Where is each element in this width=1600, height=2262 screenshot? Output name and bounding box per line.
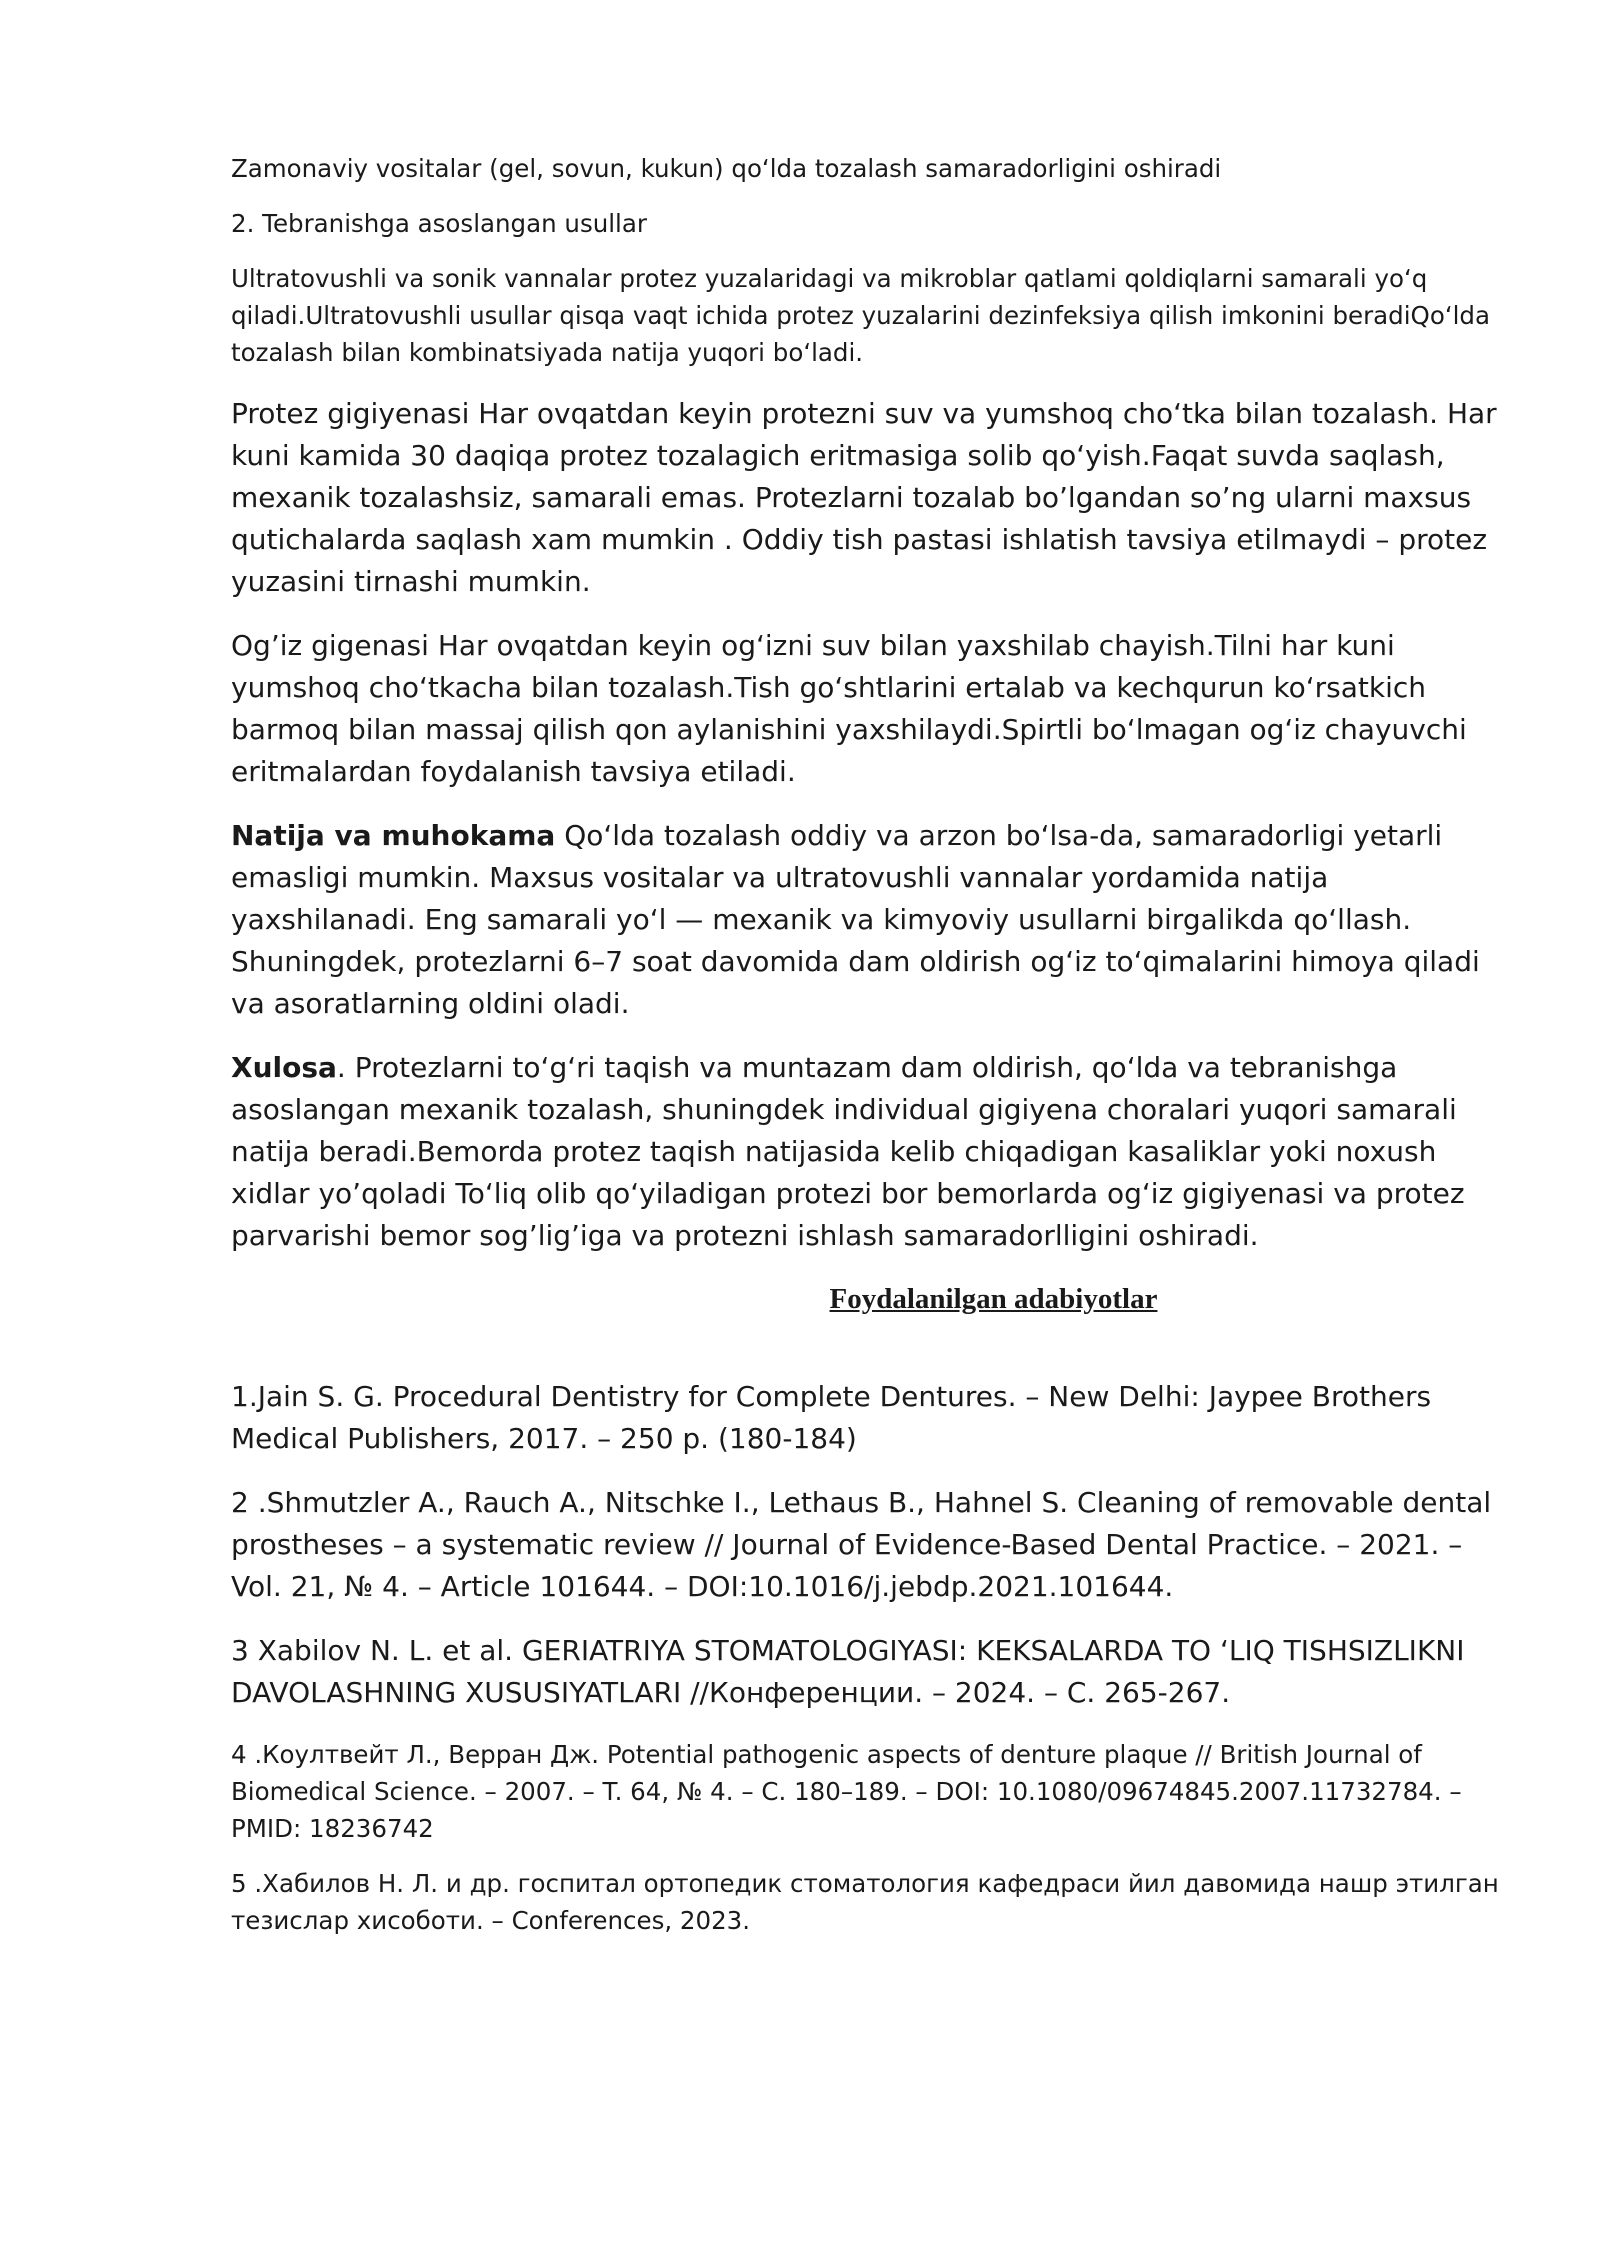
paragraph-ultrasonic: Ultratovushli va sonik vannalar protez yuzalaridagi va mikroblar qatlami qoldiqlarni samarali yo‘q qiladi.Ultratovushli usullar qisqa vaqt ichida protez yuzalarini dezinfeksiya qilish imkonini beradiQo‘lda tozalash bilan kombinatsiyada natija yuqori bo‘ladi. [231,264,1490,367]
reference-item-3: 3 Xabilov N. L. et al. GERIATRIYA STOMATOLOGIYASI: KEKSALARDA TO ‘LIQ TISHSIZLIKNI DAVOLASHNING XUSUSIYATLARI //Конференции. – 2024. – С. 265-267. [231,1634,1465,1709]
document-page [231,150,1501,1939]
section-heading-vibration: 2. Tebranishga asoslangan usullar [231,209,647,238]
conclusion-heading: Xulosa [231,1051,337,1084]
reference-item-5: 5 .Хабилов Н. Л. и др. госпитал ортопедик стоматология кафедраси йил давомида нашр этилган тезислар хисоботи. – Conferences, 2023. [231,1869,1499,1935]
reference-item-1: 1.Jain S. G. Procedural Dentistry for Complete Dentures. – New Delhi: Jaypee Brothers Medical Publishers, 2017. – 250 p. (180-184) [231,1380,1432,1455]
paragraph-conclusion [231,1047,1501,1257]
discussion-text: Qo‘lda tozalash oddiy va arzon bo‘lsa-da, samaradorligi yetarli emasligi mumkin. Maxsus vositalar va ultratovushli vannalar yordamida natija yaxshilanadi. Eng samarali yo‘l — mexanik va kimyoviy usullarni birgalikda qo‘llash. Shuningdek, protezlarni 6–7 soat davomida dam oldirish og‘iz to‘qimalarini himoya qiladi va asoratlarning oldini oladi. [231,819,1480,1020]
paragraph-denture-hygiene: Protez gigiyenasi Har ovqatdan keyin protezni suv va yumshoq cho‘tka bilan tozalash. Har kuni kamida 30 daqiqa protez tozalagich eritmasiga solib qo‘yish.Faqat suvda saqlash, mexanik tozalashsiz, samarali emas. Protezlarni tozalab bo’lgandan so’ng ularni maxsus qutichalarda saqlash xam mumkin . Oddiy tish pastasi ishlatish tavsiya etilmaydi – protez yuzasini tirnashi mumkin. [231,397,1497,598]
paragraph-discussion [231,815,1501,1025]
references-title: Foydalanilgan adabiyotlar [829,1283,1158,1315]
reference-item-4: 4 .Коултвейт Л., Верран Дж. Potential pathogenic aspects of denture plaque // British Journal of Biomedical Science. – 2007. – T. 64, № 4. – C. 180–189. – DOI: 10.1080/09674845.2007.11732784. – PMID: 18236742 [231,1740,1462,1843]
paragraph-tools: Zamonaviy vositalar (gel, sovun, kukun) qo‘lda tozalash samaradorligini oshiradi [231,154,1222,183]
paragraph-oral-hygiene: Og’iz gigenasi Har ovqatdan keyin og‘izni suv bilan yaxshilab chayish.Tilni har kuni yumshoq cho‘tkacha bilan tozalash.Tish go‘shtlarini ertalab va kechqurun ko‘rsatkich barmoq bilan massaj qilish qon aylanishini yaxshilaydi.Spirtli bo‘lmagan og‘iz chayuvchi eritmalardan foydalanish tavsiya etiladi. [231,629,1467,788]
discussion-heading: Natija va muhokama [231,819,556,852]
reference-item-2: 2 .Shmutzler A., Rauch A., Nitschke I., Lethaus B., Hahnel S. Cleaning of removable dental prostheses – a systematic review // Journal of Evidence-Based Dental Practice. – 2021. – Vol. 21, № 4. – Article 101644. – DOI:10.1016/j.jebdp.2021.101644. [231,1486,1492,1603]
conclusion-text: . Protezlarni to‘g‘ri taqish va muntazam dam oldirish, qo‘lda va tebranishga asoslangan mexanik tozalash, shuningdek individual gigiyena choralari yuqori samarali natija beradi.Bemorda protez taqish natijasida kelib chiqadigan kasaliklar yoki noxush xidlar yo’qoladi To‘liq olib qo‘yiladigan protezi bor bemorlarda og‘iz gigiyenasi va protez parvarishi bemor sog’lig’iga va protezni ishlash samaradorlligini oshiradi. [231,1051,1465,1252]
